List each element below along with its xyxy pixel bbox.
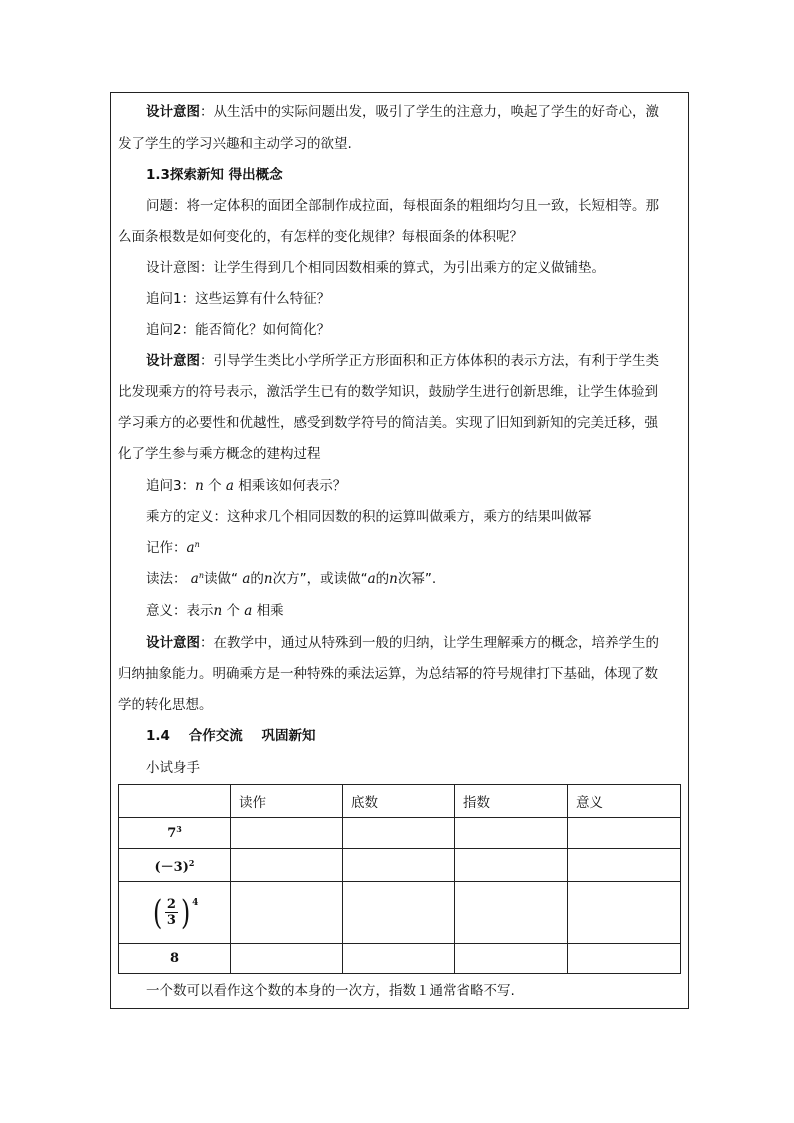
header-meaning: 意义: [568, 785, 681, 818]
follow-up-question-1: 追问1：这些运算有什么特征？: [146, 291, 331, 307]
answer-cell[interactable]: [343, 818, 455, 849]
power-fraction: ( $\frac{2}{3}$ ) 4: [119, 882, 231, 944]
follow-up-question-3: 追问3：n 个 a 相乘该如何表示？: [146, 478, 347, 494]
answer-cell[interactable]: [455, 849, 568, 882]
table-row: [119, 882, 681, 944]
design-intent-3-line-1: 设计意图：引导学生类比小学所学正方形面积和正方体体积的表示方法，有利于学生类: [146, 353, 659, 369]
table-row: [119, 849, 681, 882]
header-blank: [119, 785, 231, 818]
answer-cell[interactable]: [343, 849, 455, 882]
answer-cell[interactable]: [455, 882, 568, 944]
answer-cell[interactable]: [568, 849, 681, 882]
exercise-table: [118, 784, 681, 974]
problem-line-2: 么面条根数是如何变化的，有怎样的变化规律？每根面条的体积呢？: [118, 229, 523, 245]
power-definition: 乘方的定义：这种求几个相同因数的积的运算叫做乘方，乘方的结果叫做幂: [146, 509, 592, 525]
design-intent-4-line-3: 学的转化思想。: [118, 697, 213, 713]
answer-cell[interactable]: [568, 818, 681, 849]
design-intent-3-line-2: 比发现乘方的符号表示，激活学生已有的数学知识，鼓励学生进行创新思维，让学生体验到: [118, 384, 658, 400]
section-1-3-title: 1.3探索新知 得出概念: [146, 167, 283, 183]
design-intent-4-line-2: 归纳抽象能力。明确乘方是一种特殊的乘法运算，为总结幂的符号规律打下基础，体现了数: [118, 666, 658, 682]
problem-line-1: 问题：将一定体积的面团全部制作成拉面，每根面条的粗细均匀且一致，长短相等。那: [146, 198, 659, 214]
answer-cell[interactable]: [568, 882, 681, 944]
power-neg3-squared: $(-3)^2$: [119, 849, 231, 882]
answer-cell[interactable]: [343, 882, 455, 944]
design-intent-3-line-4: 化了学生参与乘方概念的建构过程: [118, 446, 321, 462]
fraction-numerator: 2: [166, 897, 176, 912]
fraction-denominator: 3: [166, 913, 176, 928]
answer-cell[interactable]: [455, 944, 568, 974]
design-intent-1-line-1: 设计意图：从生活中的实际问题出发，吸引了学生的注意力，唤起了学生的好奇心，激: [146, 104, 659, 120]
follow-up-question-2: 追问2：能否简化？如何简化？: [146, 322, 331, 338]
header-base: 底数: [343, 785, 455, 818]
answer-cell[interactable]: [568, 944, 681, 974]
table-row: [119, 818, 681, 849]
reading-method: 读法： $a^n$读做“ a的n次方”，或读做“a的n次幂”.: [146, 571, 437, 587]
notation: 记作：$a^n$: [146, 540, 200, 556]
table-header-row: [119, 785, 681, 818]
section-1-4-title: 1.4 合作交流 巩固新知: [146, 728, 316, 744]
design-intent-4-line-1: 设计意图：在教学中，通过从特殊到一般的归纳，让学生理解乘方的概念，培养学生的: [146, 635, 659, 651]
header-read-as: 读作: [231, 785, 343, 818]
design-intent-3-line-3: 学习乘方的必要性和优越性，感受到数学符号的简洁美。实现了旧知到新知的完美迁移，强: [118, 415, 658, 431]
footer-note: 一个数可以看作这个数的本身的一次方，指数１通常省略不写.: [146, 983, 515, 999]
power-7-cubed: $7^3$: [119, 818, 231, 849]
design-intent-2: 设计意图：让学生得到几个相同因数相乘的算式，为引出乘方的定义做铺垫。: [146, 260, 605, 276]
answer-cell[interactable]: [231, 944, 343, 974]
answer-cell[interactable]: [455, 818, 568, 849]
meaning: 意义：表示n 个 a 相乘: [146, 603, 284, 619]
table-row: [119, 944, 681, 974]
answer-cell[interactable]: [231, 818, 343, 849]
try-it-label: 小试身手: [146, 760, 200, 776]
answer-cell[interactable]: [231, 849, 343, 882]
design-intent-1-line-2: 发了学生的学习兴趣和主动学习的欲望.: [118, 136, 352, 152]
number-8: 8: [119, 944, 231, 974]
header-exponent: 指数: [455, 785, 568, 818]
answer-cell[interactable]: [231, 882, 343, 944]
answer-cell[interactable]: [343, 944, 455, 974]
